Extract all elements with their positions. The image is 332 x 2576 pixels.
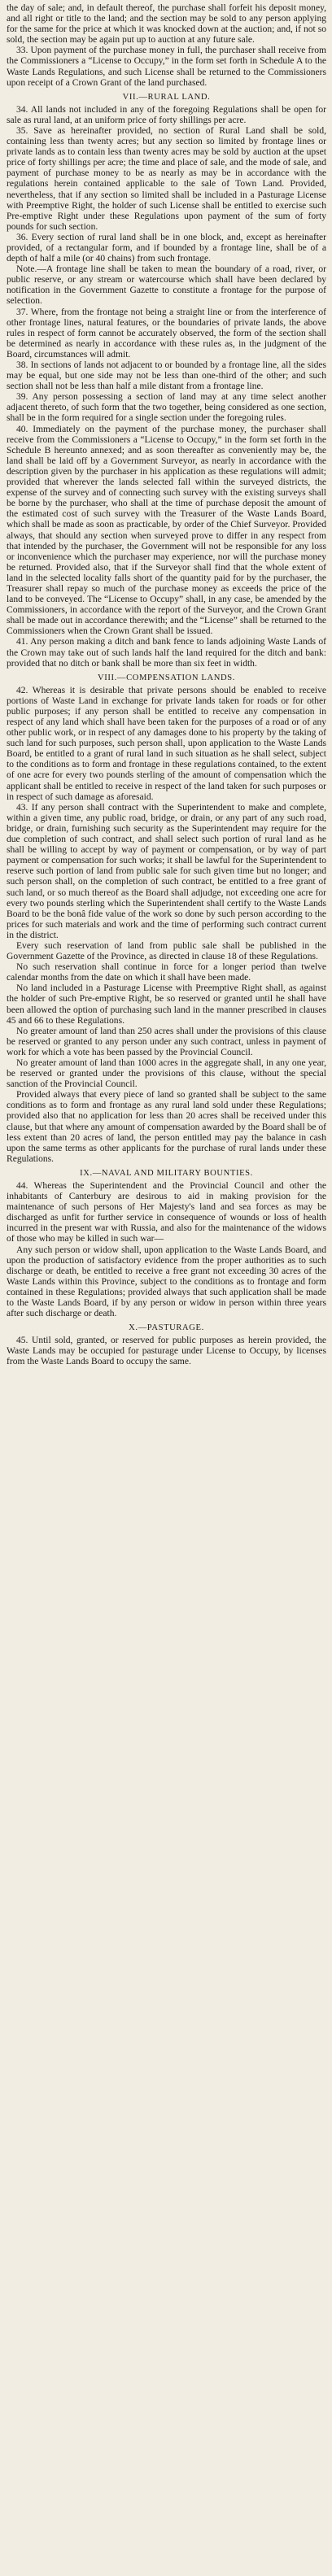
paragraph: 40. Immediately on the payment of the purchase money, the purchaser shall receive from the Commissioners a “License to Occupy,” in the form set forth in the Schedule B hereunto annexed; and as soon thereafter as conveniently may be, the land shall be laid off by a Government Surveyor, as nearly in accordance with the description given by the purchaser in his application as these regulations will admit; provided that wherever the lands selected fall within the surveyed districts, the expense of the survey and of connecting such survey with the existing surveys shall be borne by the purchaser, who shall at the time of purchase deposit the amount of the estimated cost of such survey with the Treasurer of the Waste Lands Board, which shall be made as soon as practicable, by order of the Chief Surveyor. Provided always, that should any section when surveyed prove to differ in any respect from that intended by the purchaser, the Government will not be responsible for any loss or inconvenience which the purchaser may experience, nor will the purchase money be returned. Provided also, that if the Surveyor shall find that the whole extent of land in the selected locality falls short of the quantity paid for by the purchaser, the Treasurer shall repay so much of the purchase money as exceeds the price of the land to be conveyed. The “License to Occupy” shall, in any case, be amended by the Commissioners, in accordance with the report of the Surveyor, and the Crown Grant shall be made out in accordance therewith; and the “License” shall be returned to the Commissioners when the Crown Grant shall be issued. (7, 424, 326, 637)
paragraph: the day of sale; and, in default thereof, the purchase shall forfeit his deposit money, and all right or title to the land; and the section may be sold to any person applying for the same for the price at which it was knocked down at the auction; and, if not so sold, the section may be again put up to auction at any future sale. (7, 3, 326, 46)
paragraph: Any such person or widow shall, upon application to the Waste Lands Board, and upon the production of satisfactory evidence from the proper authorities as to such discharge or death, be entitled to receive a free grant not exceeding 30 acres of the Waste Lands within this Province, subject to the conditions as to frontage and form contained in these Regulations; provided always that such application shall be made to the Waste Lands Board, if by any person or widow in person within three years after such discharge or death. (7, 1244, 326, 1319)
paragraph: No greater amount of land than 250 acres shall under the provisions of this clause be reserved or granted to any person under any such contract, unless in payment of work for which a vote has been passed by the Provincial Council. (7, 1026, 326, 1057)
paragraph: 41. Any person making a ditch and bank fence to lands adjoining Waste Lands of the Crown may take out of such lands half the land required for the ditch and bank: provided that no ditch or bank shall be more than six feet in width. (7, 637, 326, 669)
paragraph: Every such reservation of land from public sale shall be published in the Government Gazette of the Province, as directed in clause 18 of these Regulations. (7, 940, 326, 962)
paragraph: 44. Whereas the Superintendent and the Provincial Council and other the inhabitants of Canterbury are desirous to aid in making provision for the maintenance of such persons of Her Majesty's land and sea forces as may be discharged as unfit for further service in consequence of wounds or loss of health incurred in the present war with Russia, and also for the maintenance of the widows of those who may be killed in such war— (7, 1180, 326, 1244)
section-heading: VII.—RURAL LAND. (122, 92, 211, 102)
paragraph: 36. Every section of rural land shall be in one block, and, except as hereinafter provided, of a rectangular form, and if bounded by a frontage line, shall be of a depth of half a mile (or 40 chains) from such frontage. (7, 232, 326, 264)
paragraph: 33. Upon payment of the purchase money in full, the purchaser shall receive from the Commissioners a “License to Occupy,” in the form set forth in Schedule A to the Waste Lands Regulations, and such License shall be returned to the Commissioners upon receipt of a Crown Grant of the land purchased. (7, 46, 326, 88)
paragraph: No land included in a Pasturage License with Preemptive Right shall, as against the holder of such Pre-emptive Right, be so reserved or granted until he shall have been allowed the option of purchasing such land in the manner prescribed in clauses 45 and 66 to these Regulations. (7, 983, 326, 1026)
paragraph: 43. If any person shall contract with the Superintendent to make and complete, within a given time, any public road, bridge, or drain, or any part of any such road, bridge, or drain, furnishing such security as the Superintendent may require for the due completion of such contract, and shall select such portion of rural land as he shall be willing to accept by way of payment or compensation, or by way of part payment or compensation for such works; it shall be lawful for the Superintendent to reserve such portion of land from public sale for such given time but no longer; and such person shall, on the completion of such contract, be entitled to a free grant of such land, or so much thereof as the Board shall adjudge, not exceeding one acre for every two pounds sterling which the Superintendent shall certify to the Waste Lands Board to be the bonâ fide value of the work so done by such person according to the prices for such materials and work and the time of performing such contract current in the district. (7, 802, 326, 940)
paragraph: No greater amount of land than 1000 acres in the aggregate shall, in any one year, be reserved or granted under the provisions of this clause, without the special sanction of the Provincial Council. (7, 1058, 326, 1090)
paragraph: Provided always that every piece of land so granted shall be subject to the same conditions as to form and frontage as any rural land sold under these Regulations; provided also that no application for less than 20 acres shall be received under this clause, but that where any amount of compensation awarded by the Board shall be of less extent than 20 acres of land, the person entitled may pay the balance in cash upon the same terms as other applicants for the purchase of rural lands under these Regulations. (7, 1090, 326, 1164)
section-heading: IX.—NAVAL AND MILITARY BOUNTIES. (80, 1168, 253, 1178)
paragraph: No such reservation shall continue in force for a longer period than twelve calendar months from the date on which it shall have been made. (7, 962, 326, 983)
paragraph: 37. Where, from the frontage not being a straight line or from the interference of other frontage lines, natural features, or the boundaries of private lands, the above rules in respect of form cannot be accurately observed, the form of the section shall be determined as nearly in accordance with these rules as, in the judgment of the Board, circumstances will admit. (7, 307, 326, 360)
paragraph: Note.—A frontage line shall be taken to mean the boundary of a road, river, or public reserve, or any stream or watercourse which shall have been declared by notification in the Government Gazette to constitute a frontage for the purpose of selection. (7, 264, 326, 307)
paragraph: 39. Any person possessing a section of land may at any time select another adjacent thereto, of such form that the two together, being considered as one section, shall be in the form required for a single section under the foregoing rules. (7, 392, 326, 424)
paragraph: 38. In sections of lands not adjacent to or bounded by a frontage line, all the sides may be equal, but one side may not be less than one-third of the other; and such section shall not be less than half a mile distant from a frontage line. (7, 360, 326, 392)
paragraph: 45. Until sold, granted, or reserved for public purposes as herein provided, the Waste Lands may be occupied for pasturage under License to Occupy, by licenses from the Waste Lands Board to occupy the same. (7, 1336, 326, 1367)
paragraph: 42. Whereas it is desirable that private persons should be enabled to receive portions of Waste Land in exchange for private lands taken for roads or for other public purposes; if any person shall be entitled to receive any compensation in respect of any land which shall have been taken for the purposes of a road or of any other public work, or in respect of any damages done to his property by the taking of such land for such purposes, such person shall, upon application to the Waste Lands Board, be entitled to a grant of rural land in such situation as he shall select, subject to the conditions as to form and frontage in these regulations contained, to the extent of one acre for every two pounds sterling of the amount of compensation which the applicant shall be entitled to receive in respect of the land taken for such purposes or in respect of such damage as aforesaid. (7, 685, 326, 802)
section-heading: VIII.—COMPENSATION LANDS. (98, 673, 235, 682)
section-heading: X.—PASTURAGE. (129, 1323, 204, 1333)
paragraph: 35. Save as hereinafter provided, no section of Rural Land shall be sold, containing less than twenty acres; but any section so limited by frontage lines or private lands as to contain less than twenty acres may be sold by auction at the upset price of forty shillings per acre; the time and place of sale, and the mode of sale, and payment of purchase money to be as nearly as may be in accordance with the regulations herein contained applicable to the sale of Town Land. Provided, nevertheless, that if any section so limited shall be included in a Pasturage License with Preemptive Right, the holder of such License shall be entitled to exercise such Pre-emptive Right under these Regulations upon payment of the sum of forty pounds for such section. (7, 125, 326, 232)
paragraph: 34. All lands not included in any of the foregoing Regulations shall be open for sale as rural land, at an uniform price of forty shillings per acre. (7, 104, 326, 125)
